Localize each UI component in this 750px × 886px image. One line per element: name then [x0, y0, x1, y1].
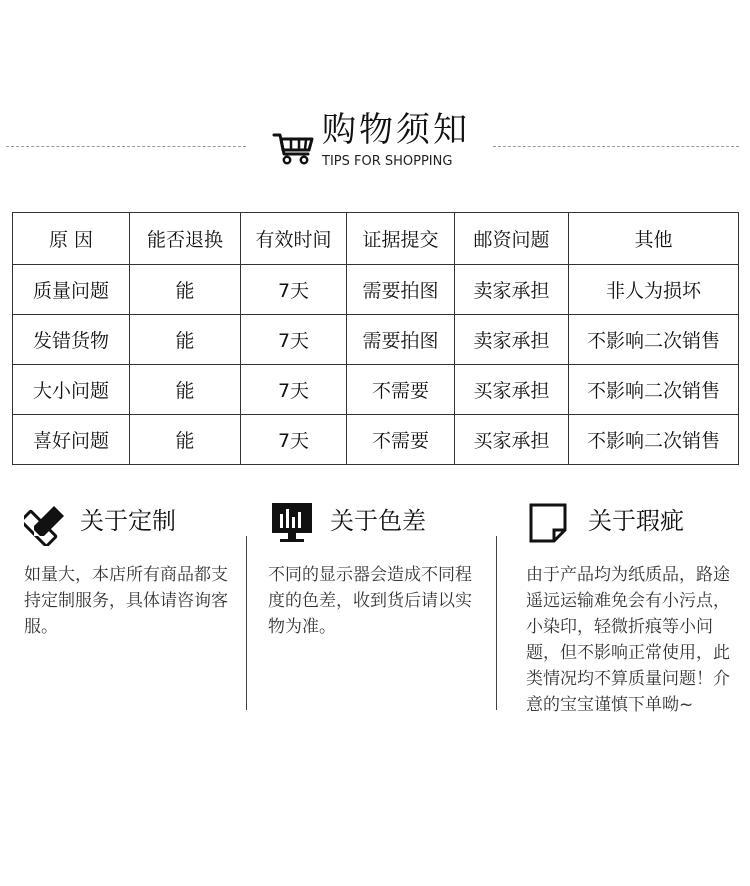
table-cell: 7天	[241, 365, 347, 415]
table-cell: 不影响二次销售	[569, 365, 739, 415]
table-row	[13, 315, 739, 365]
table-cell: 不影响二次销售	[569, 415, 739, 465]
section-title: 关于定制	[80, 507, 176, 535]
section-header	[24, 500, 234, 546]
table-header-row	[13, 213, 739, 265]
table-cell: 不影响二次销售	[569, 315, 739, 365]
table-header-cell: 其他	[569, 213, 739, 265]
table-cell: 买家承担	[455, 415, 569, 465]
section-color-difference	[268, 500, 482, 640]
section-customization	[24, 500, 234, 640]
table-cell: 质量问题	[13, 265, 130, 315]
section-title: 关于瑕疵	[588, 507, 684, 535]
table-row	[13, 415, 739, 465]
table-cell: 喜好问题	[13, 415, 130, 465]
column-divider	[496, 536, 497, 710]
monitor-icon	[268, 500, 316, 546]
table-cell: 需要拍图	[347, 315, 455, 365]
flaw-icon	[526, 500, 570, 546]
table-cell: 7天	[241, 415, 347, 465]
right-dashed-divider	[493, 146, 739, 147]
table-cell: 不需要	[347, 365, 455, 415]
table-cell: 卖家承担	[455, 315, 569, 365]
table-cell: 非人为损坏	[569, 265, 739, 315]
table-header-cell: 有效时间	[241, 213, 347, 265]
table-cell: 能	[130, 365, 241, 415]
table-header-cell: 原 因	[13, 213, 130, 265]
left-dashed-divider	[6, 146, 246, 147]
table-cell: 大小问题	[13, 365, 130, 415]
section-header	[268, 500, 482, 546]
section-text: 如量大，本店所有商品都支持定制服务，具体请咨询客服。	[24, 565, 228, 637]
section-text: 不同的显示器会造成不同程度的色差，收到货后请以实物为准。	[268, 565, 472, 637]
table-header-cell: 能否退换	[130, 213, 241, 265]
table-header-cell: 证据提交	[347, 213, 455, 265]
table-row	[13, 365, 739, 415]
table-cell: 能	[130, 315, 241, 365]
shopping-cart-icon	[272, 130, 316, 166]
table-cell: 发错货物	[13, 315, 130, 365]
table-cell: 能	[130, 265, 241, 315]
section-flaws	[526, 500, 740, 718]
table-cell: 卖家承担	[455, 265, 569, 315]
table-cell: 不需要	[347, 415, 455, 465]
table-cell: 7天	[241, 265, 347, 315]
return-policy-table	[12, 212, 739, 465]
section-text: 由于产品均为纸质品，路途遥远运输难免会有小污点，小染印，轻微折痕等小问题，但不影响正常使用，此类情况均不算质量问题！介意的宝宝谨慎下单呦~	[526, 565, 730, 715]
pencil-ruler-icon	[24, 500, 70, 546]
table-cell: 能	[130, 415, 241, 465]
page-subtitle: TIPS FOR SHOPPING	[322, 154, 453, 169]
column-divider	[246, 536, 247, 710]
table-cell: 需要拍图	[347, 265, 455, 315]
header	[0, 0, 750, 200]
table-cell: 买家承担	[455, 365, 569, 415]
table-cell: 7天	[241, 315, 347, 365]
table-header-cell: 邮资问题	[455, 213, 569, 265]
table-row	[13, 265, 739, 315]
section-header	[526, 500, 740, 546]
page-title: 购物须知	[322, 110, 470, 150]
section-title: 关于色差	[330, 507, 426, 535]
